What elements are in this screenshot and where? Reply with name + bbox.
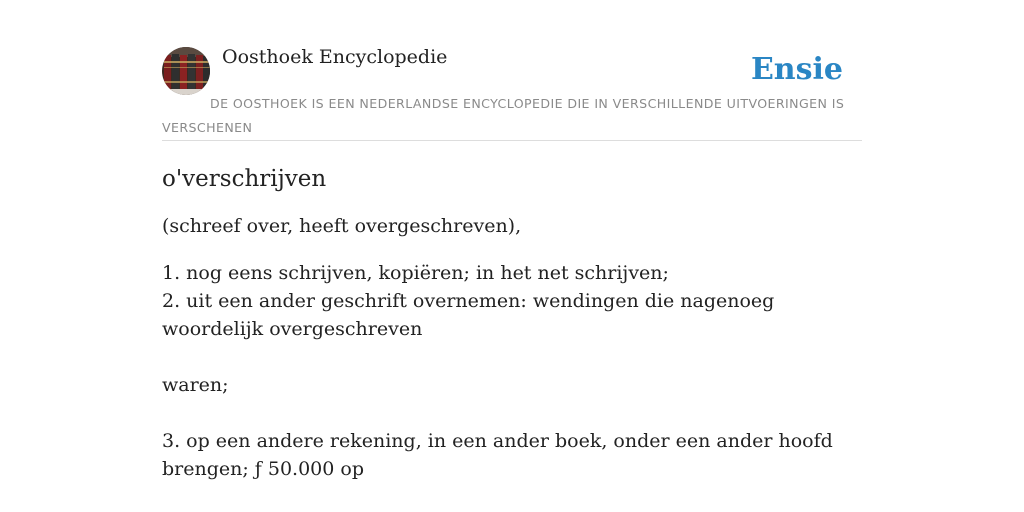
definition-line-2: 2. uit een ander geschrift overnemen: wendingen die nagenoeg woordelijk overgeschreven [162, 290, 775, 340]
entry-grammar: (schreef over, heeft overgeschreven), [162, 215, 522, 237]
definition-line-4: 3. op een andere rekening, in een ander boek, onder een ander hoofd brengen; ƒ 50.000 op [162, 430, 833, 480]
definition-line-3: waren; [162, 374, 229, 396]
entry-definitions [162, 259, 862, 483]
encyclopedia-books-icon[interactable] [162, 47, 210, 95]
entry-headword: o'verschrijven [162, 166, 327, 192]
site-name[interactable]: Oosthoek Encyclopedie [222, 46, 448, 68]
site-tagline: DE OOSTHOEK IS EEN NEDERLANDSE ENCYCLOPEDIE DIE IN VERSCHILLENDE UITVOERINGEN IS VERSCHENEN [162, 96, 845, 135]
blank-line [162, 399, 862, 427]
ensie-logo-link[interactable]: Ensie [750, 52, 843, 87]
entry-content [162, 160, 862, 483]
definition-line-1: 1. nog eens schrijven, kopiëren; in het net schrijven; [162, 262, 669, 284]
site-header [162, 46, 862, 141]
blank-line [162, 343, 862, 371]
